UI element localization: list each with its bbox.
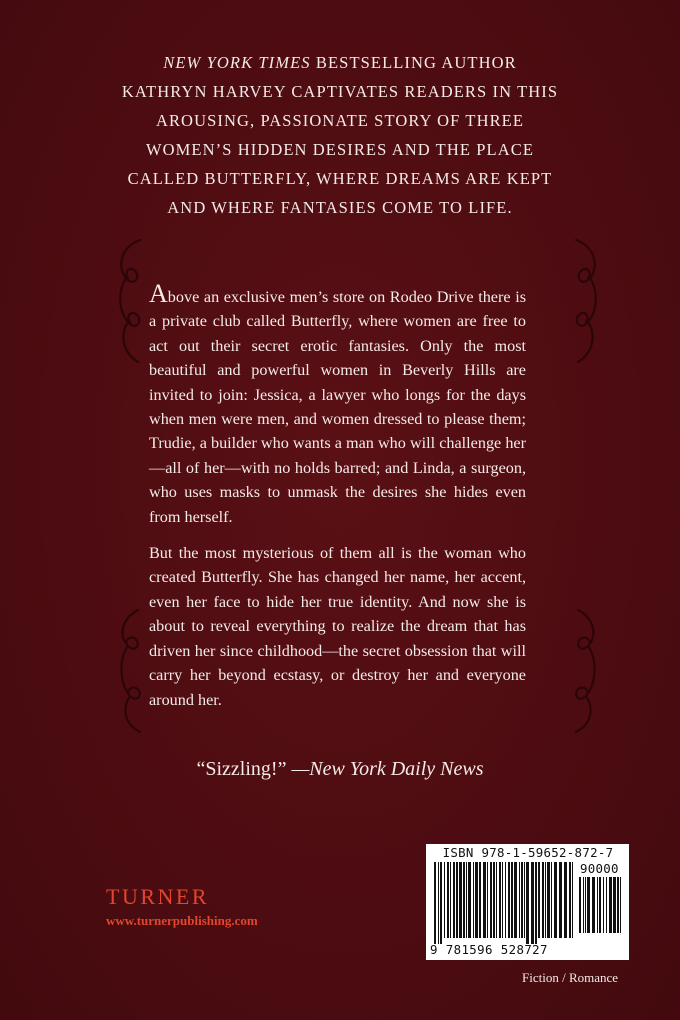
- barcode-bar: [453, 862, 455, 938]
- paragraph-1-text: bove an exclusive men’s store on Rodeo Drive there is a private club called Butterfly, where women are free to act out their secret erotic fantasies. Only the most beautiful and powerful women in Beverly Hills are invited to join: Jessica, a lawyer who longs for the days when men were men, and women dressed to please them; Trudie, a builder who wants a man who will challenge her—all of her—with no holds barred; and Linda, a surgeon, who uses masks to unmask the desires she hides even from herself.: [149, 288, 526, 526]
- barcode-bar: [508, 862, 510, 938]
- barcode-bar: [613, 877, 616, 933]
- barcode-bar: [585, 877, 586, 933]
- description: [149, 279, 526, 724]
- barcode-bar: [466, 862, 467, 938]
- barcode-bar: [587, 877, 590, 933]
- barcode-bar: [456, 862, 458, 938]
- price-code: 90000: [580, 861, 619, 876]
- isbn-label: ISBN 978-1-59652-872-7: [442, 845, 614, 860]
- barcode-bar: [572, 862, 573, 938]
- review-quote: [120, 758, 560, 781]
- barcode-bar: [542, 862, 544, 938]
- barcode-bar: [483, 862, 486, 938]
- barcode-bar: [499, 862, 501, 938]
- publisher-logo: TURNER: [106, 884, 209, 909]
- scroll-ornament-bottom-left: [112, 606, 148, 736]
- barcode-bar: [609, 877, 612, 933]
- barcode-bar: [526, 862, 529, 944]
- barcode-bar: [592, 877, 595, 933]
- quote-source: —New York Daily News: [286, 758, 484, 780]
- description-paragraph-2: But the most mysterious of them all is the woman who created Butterfly. She has changed her name, her accent, even her face to hide her true identity. And now she is about to reveal everything to realize the dream that has driven her since childhood—the secret obsession that will carry her beyond ecstasy, or destroy her and everyone around her.: [149, 544, 526, 709]
- barcode-bar: [514, 862, 517, 938]
- barcode-bar: [569, 862, 571, 938]
- barcode-bar: [617, 877, 619, 933]
- description-paragraph-1: [149, 279, 526, 529]
- tagline-text: BESTSELLING AUTHOR KATHRYN HARVEY CAPTIVATES READERS IN THIS AROUSING, PASSIONATE STORY OF THREE WOMEN’S HIDDEN DESIRES AND THE PLACE CALLED BUTTERFLY, WHERE DREAMS ARE KEPT AND WHERE FANTASIES COME TO LIFE.: [121, 53, 559, 217]
- barcode-bar: [505, 862, 506, 938]
- barcode-bar: [447, 862, 449, 938]
- barcode-bar: [535, 862, 537, 944]
- barcode-bar: [444, 862, 445, 938]
- tagline: [120, 48, 560, 222]
- barcode-bar: [490, 862, 492, 938]
- barcode-bar: [524, 862, 525, 938]
- barcode-bar: [463, 862, 465, 938]
- barcode-bar: [521, 862, 523, 938]
- barcode-bar: [579, 877, 581, 933]
- barcode-bar: [479, 862, 481, 938]
- barcode-bars-supplement: [579, 877, 623, 955]
- barcode-bar: [545, 862, 546, 938]
- barcode-bar: [606, 877, 607, 933]
- barcode-bar: [547, 862, 550, 938]
- barcode-bar: [597, 877, 598, 933]
- barcode-bar: [438, 862, 439, 944]
- category-label: Fiction / Romance: [522, 970, 619, 985]
- barcode-bar: [583, 877, 584, 933]
- barcode-bar: [531, 862, 534, 944]
- barcode-bar: [519, 862, 520, 938]
- barcode-bar: [473, 862, 474, 938]
- scroll-ornament-top-left: [112, 236, 148, 366]
- barcode-digits: 9 781596 528727: [430, 942, 548, 957]
- barcode-bar: [496, 862, 497, 938]
- barcode-bars-main: [434, 862, 576, 944]
- tagline-nyt: NEW YORK TIMES: [163, 53, 311, 72]
- barcode-bar: [538, 862, 540, 938]
- barcode-bar: [551, 862, 552, 938]
- barcode: [426, 844, 629, 960]
- publisher-url: www.turnerpublishing.com: [106, 913, 258, 928]
- barcode-bar: [599, 877, 601, 933]
- barcode-bar: [487, 862, 488, 938]
- scroll-ornament-bottom-right: [568, 606, 604, 736]
- barcode-bar: [620, 877, 621, 933]
- drop-cap: A: [149, 279, 168, 308]
- barcode-bar: [564, 862, 567, 938]
- barcode-bar: [554, 862, 557, 938]
- barcode-bar: [511, 862, 513, 938]
- barcode-bar: [450, 862, 451, 938]
- barcode-bar: [440, 862, 442, 944]
- barcode-bar: [559, 862, 562, 938]
- barcode-bar: [603, 877, 604, 933]
- barcode-bar: [468, 862, 471, 938]
- barcode-bar: [502, 862, 503, 938]
- barcode-bar: [459, 862, 462, 938]
- barcode-bar: [493, 862, 495, 938]
- barcode-bar: [434, 862, 436, 944]
- quote-text: “Sizzling!”: [196, 758, 287, 780]
- scroll-ornament-top-right: [568, 236, 604, 366]
- barcode-bar: [475, 862, 478, 938]
